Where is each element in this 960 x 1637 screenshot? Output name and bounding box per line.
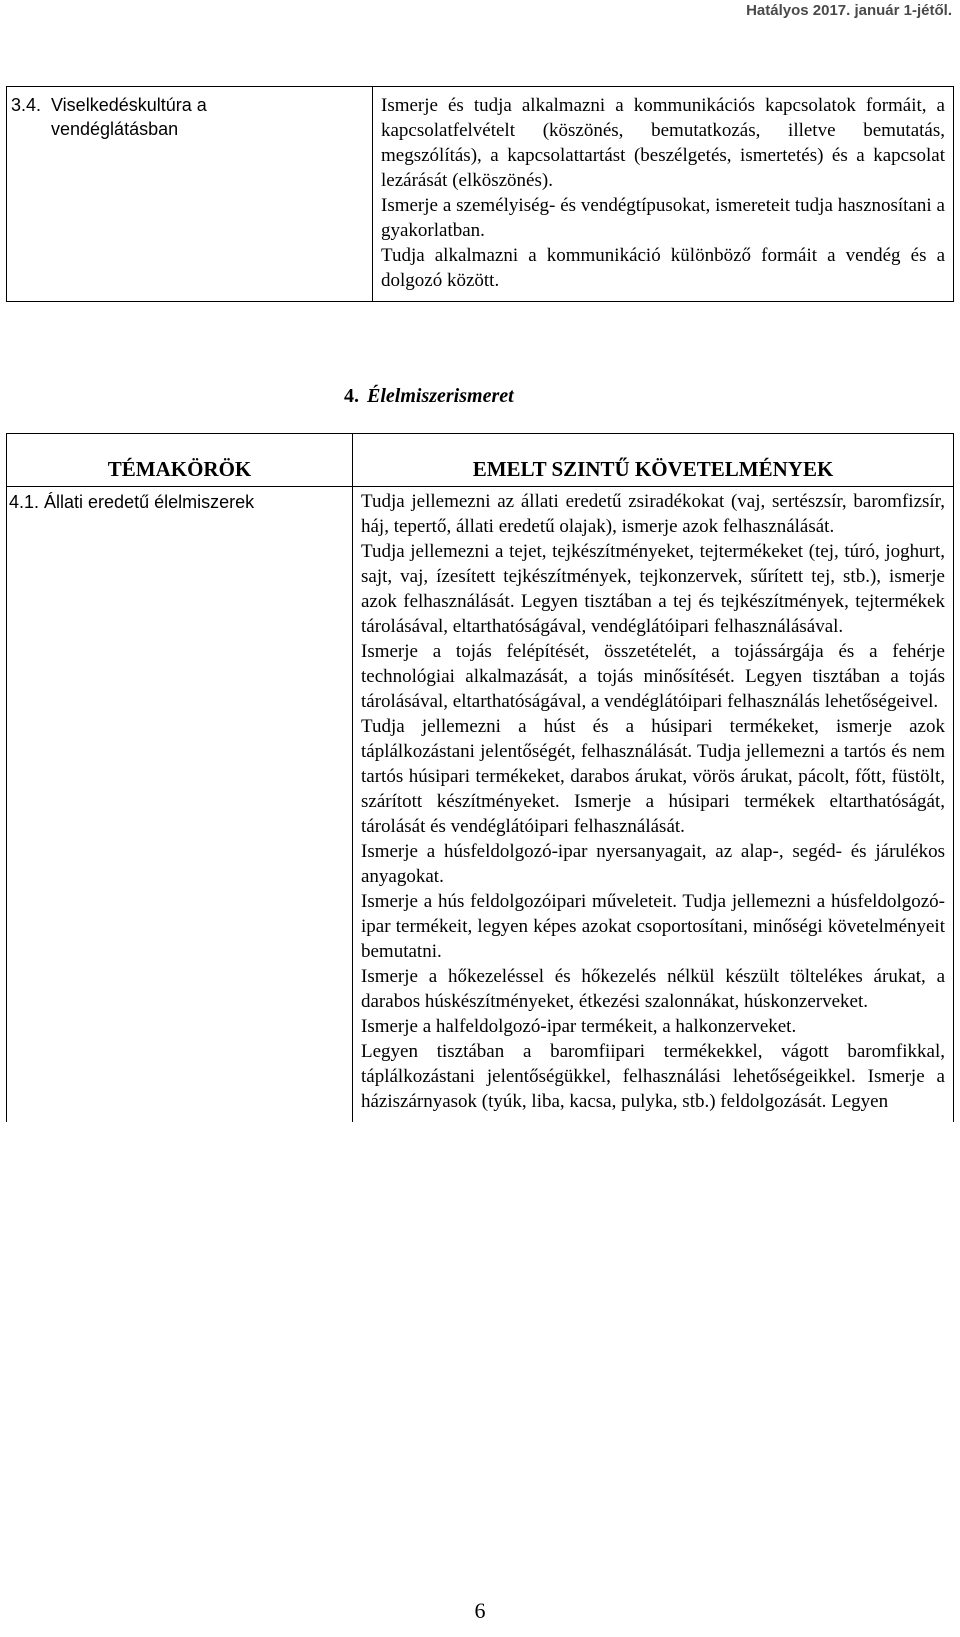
topic-line-2: vendéglátásban: [51, 119, 179, 139]
topic-cell: 4.1. Állati eredetű élelmiszerek: [7, 487, 353, 1123]
topic-title: Viselkedéskultúra a: [51, 95, 207, 115]
topic-number: 3.4.: [11, 95, 42, 115]
requirements-cell: [373, 87, 954, 302]
requirement-paragraph: Ismerje és tudja alkalmazni a kommunikációs kapcsolatok formáit, a kapcsolatfelvételt (köszönés, bemutatkozás, illetve bemutatás, megszólítás), a kapcsolattartást (beszélgetés, ismertetés) és a kapcsolat lezárását (elköszönés).: [381, 95, 945, 191]
requirement-paragraph: Tudja jellemezni az állati eredetű zsiradékokat (vaj, sertészsír, baromfizsír, háj, tepertő, állati eredetű olajak), ismerje azok felhasználását.: [361, 491, 945, 537]
requirement-paragraph: Ismerje a halfeldolgozó-ipar termékeit, a halkonzerveket.: [361, 1016, 797, 1037]
requirement-paragraph: Ismerje a tojás felépítését, összetételét, a tojássárgája és a fehérje technológiai alkalmazását, a tojás minősítését. Legyen tisztában a tojás tárolásával, eltarthatóságával, a vendéglátóipari felhasználás lehetőségeivel.: [361, 641, 945, 712]
requirements-cell: [353, 487, 954, 1123]
requirement-paragraph: Legyen tisztában a baromfiipari termékekkel, vágott baromfikkal, táplálkozástani jelentőségükkel, felhasználási lehetőségeikkel. Ismerje a háziszárnyasok (tyúk, liba, kacsa, pulyka, stb.) feldolgozását. Legyen: [361, 1041, 945, 1112]
header-topics: TÉMAKÖRÖK: [7, 434, 353, 487]
section-heading: [344, 385, 944, 408]
requirement-paragraph: Ismerje a hőkezeléssel és hőkezelés nélkül készült töltelékes árukat, a darabos húskészítményeket, étkezési szalonnákat, húskonzerveket.: [361, 966, 945, 1012]
table-row: [7, 87, 954, 302]
table-row: [7, 487, 954, 1123]
section-number: 4.: [344, 385, 359, 407]
requirement-paragraph: Tudja jellemezni a húst és a húsipari termékeket, ismerje azok táplálkozástani jelentőségét, felhasználását. Tudja jellemezni a tartós és nem tartós húsipari termékeket, darabos árukat, vörös árukat, pácolt, főtt, füstölt, szárított készítményeket. Ismerje a húsipari termékek eltarthatóságát, tárolását és vendéglátóipari felhasználását.: [361, 716, 945, 837]
requirement-paragraph: Ismerje a személyiség- és vendégtípusokat, ismereteit tudja hasznosítani a gyakorlatban.: [381, 195, 945, 241]
section-title: Élelmiszerismeret: [367, 385, 514, 407]
requirement-paragraph: Tudja alkalmazni a kommunikáció különböző formáit a vendég és a dolgozó között.: [381, 245, 945, 291]
requirements-table: [6, 433, 954, 1122]
previous-section-table: [6, 86, 954, 302]
running-header: Hatályos 2017. január 1-jétől.: [746, 2, 952, 19]
topic-cell: [7, 87, 373, 302]
table-header-row: [7, 434, 954, 487]
requirement-paragraph: Ismerje a hús feldolgozóipari műveleteit. Tudja jellemezni a húsfeldolgozó-ipar termékeit, legyen képes azokat csoportosítani, minőségi követelményeit bemutatni.: [361, 891, 945, 962]
requirement-paragraph: Ismerje a húsfeldolgozó-ipar nyersanyagait, az alap-, segéd- és járulékos anyagokat.: [361, 841, 945, 887]
header-requirements: EMELT SZINTŰ KÖVETELMÉNYEK: [353, 434, 954, 487]
topic-line-1: [11, 93, 368, 117]
requirement-paragraph: Tudja jellemezni a tejet, tejkészítményeket, tejtermékeket (tej, túró, joghurt, sajt, vaj, ízesített tejkészítmények, tejkonzervek, sűrített tej, stb.), ismerje azok felhasználását. Legyen tisztában a tej és tejkészítmények, tejtermékek tárolásával, eltarthatóságával, vendéglátóipari felhasználásával.: [361, 541, 945, 637]
page-number: 6: [474, 1598, 486, 1623]
